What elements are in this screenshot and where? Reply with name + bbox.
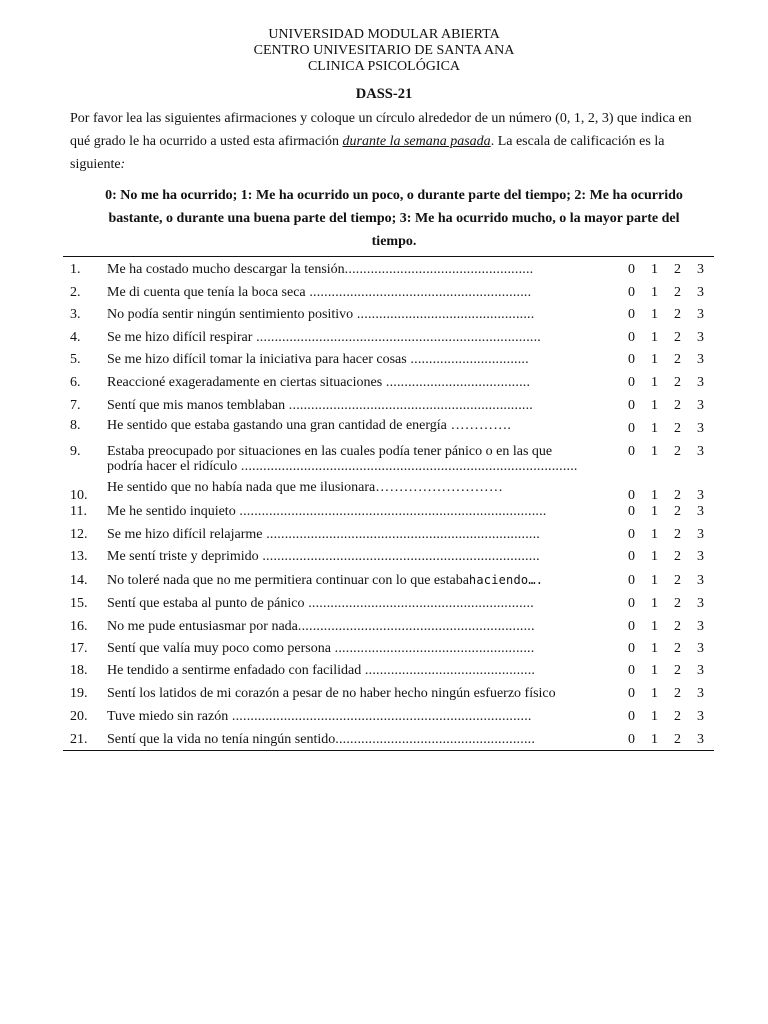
item-leader-dots: ..........................................................................	[262, 527, 540, 542]
item-number: 11.	[70, 504, 87, 519]
instructions-paragraph	[70, 107, 706, 176]
item-statement: He tendido a sentirme enfadado con facilidad	[107, 663, 362, 678]
option-2[interactable]: 2	[674, 596, 681, 611]
item-leader-dots: ..................................................................	[285, 398, 533, 413]
item-statement: Tuve miedo sin razón	[107, 709, 229, 724]
item-text	[107, 709, 587, 724]
option-2[interactable]: 2	[674, 573, 681, 588]
option-3[interactable]: 3	[697, 619, 704, 634]
option-3[interactable]: 3	[697, 732, 704, 747]
option-0[interactable]: 0	[628, 663, 635, 678]
option-3[interactable]: 3	[697, 504, 704, 519]
rating-scale: 0: No me ha ocurrido; 1: Me ha ocurrido un poco, o durante parte del tiempo; 2: Me ha ocurrido bastante, o durante una buena parte del tiempo; 3: Me ha ocurrido mucho, o la mayor parte del tiempo.	[105, 188, 683, 249]
option-1[interactable]: 1	[651, 549, 658, 564]
item-statement: Estaba preocupado por situaciones en las cuales podía tener pánico o en las que podría hacer el ridículo	[107, 444, 553, 474]
item-text	[107, 285, 587, 300]
item-leader-dots: haciendo….	[468, 573, 544, 587]
item-text	[107, 262, 587, 277]
instructions-emphasis: durante la semana pasada	[342, 134, 491, 149]
item-statement: No toleré nada que no me permitiera continuar con lo que estaba	[107, 573, 469, 588]
table-bottom-rule	[63, 750, 714, 751]
option-1[interactable]: 1	[651, 732, 658, 747]
option-2[interactable]: 2	[674, 504, 681, 519]
option-3[interactable]: 3	[697, 573, 704, 588]
item-leader-dots: .................................................................................	[228, 709, 532, 724]
item-statement: Se me hizo difícil tomar la iniciativa para hacer cosas	[107, 352, 407, 367]
option-0[interactable]: 0	[628, 330, 635, 345]
item-number: 8.	[70, 418, 81, 433]
item-statement: Me di cuenta que tenía la boca seca	[107, 285, 306, 300]
item-number: 20.	[70, 709, 88, 724]
option-0[interactable]: 0	[628, 596, 635, 611]
option-0[interactable]: 0	[628, 641, 635, 656]
item-statement: Me ha costado mucho descargar la tensión	[107, 262, 345, 277]
option-0[interactable]: 0	[628, 262, 635, 277]
item-leader-dots: ......................................................	[335, 732, 536, 747]
option-0[interactable]: 0	[628, 709, 635, 724]
option-0[interactable]: 0	[628, 527, 635, 542]
option-0[interactable]: 0	[628, 375, 635, 390]
item-leader-dots: .............................................................	[304, 596, 534, 611]
option-1[interactable]: 1	[651, 330, 658, 345]
option-0[interactable]: 0	[628, 619, 635, 634]
option-1[interactable]: 1	[651, 444, 658, 459]
university-name: UNIVERSIDAD MODULAR ABIERTA	[268, 27, 500, 42]
item-leader-dots: ................................	[406, 352, 529, 367]
option-0[interactable]: 0	[628, 504, 635, 519]
item-leader-dots: ..............................................	[361, 663, 536, 678]
item-statement: Me he sentido inquieto	[107, 504, 236, 519]
option-0[interactable]: 0	[628, 307, 635, 322]
option-1[interactable]: 1	[651, 596, 658, 611]
item-leader-dots: ............................................................	[305, 285, 532, 300]
option-1[interactable]: 1	[651, 375, 658, 390]
item-statement: Se me hizo difícil respirar	[107, 330, 253, 345]
option-3[interactable]: 3	[697, 709, 704, 724]
item-text	[107, 330, 587, 345]
option-3[interactable]: 3	[697, 330, 704, 345]
option-0[interactable]: 0	[628, 398, 635, 413]
item-text	[107, 480, 587, 495]
instructions-text-1: Por favor lea las siguientes afirmaciones y coloque un círculo alrededor de un número (0, 1, 2, 3) que indica en qué grado le ha ocurrido a usted esta afirmación	[70, 111, 692, 149]
item-leader-dots: .......................................	[382, 375, 531, 390]
option-2[interactable]: 2	[674, 641, 681, 656]
item-statement: Sentí que valía muy poco como persona	[107, 641, 331, 656]
item-leader-dots: ………….	[446, 418, 512, 433]
option-1[interactable]: 1	[651, 663, 658, 678]
option-2[interactable]: 2	[674, 527, 681, 542]
option-1[interactable]: 1	[651, 488, 658, 503]
item-text	[107, 596, 587, 611]
option-3[interactable]: 3	[697, 488, 704, 503]
center-name: CENTRO UNIVESITARIO DE SANTA ANA	[253, 43, 515, 58]
item-statement: Sentí que estaba al punto de pánico	[107, 596, 305, 611]
option-3[interactable]: 3	[697, 398, 704, 413]
option-0[interactable]: 0	[628, 549, 635, 564]
item-leader-dots: ...................................................	[344, 262, 534, 277]
option-2[interactable]: 2	[674, 285, 681, 300]
item-text	[107, 444, 587, 474]
document-title: DASS-21	[355, 86, 413, 102]
option-3[interactable]: 3	[697, 262, 704, 277]
item-number: 4.	[70, 330, 81, 345]
option-1[interactable]: 1	[651, 504, 658, 519]
item-number: 10.	[70, 488, 88, 503]
option-3[interactable]: 3	[697, 421, 704, 436]
option-1[interactable]: 1	[651, 527, 658, 542]
item-text	[107, 398, 587, 413]
option-0[interactable]: 0	[628, 573, 635, 588]
item-text	[107, 686, 587, 701]
item-number: 5.	[70, 352, 81, 367]
item-leader-dots: ...........................................................................................	[237, 459, 578, 474]
option-3[interactable]: 3	[697, 375, 704, 390]
item-number: 15.	[70, 596, 88, 611]
option-3[interactable]: 3	[697, 444, 704, 459]
option-2[interactable]: 2	[674, 307, 681, 322]
item-number: 17.	[70, 641, 88, 656]
option-2[interactable]: 2	[674, 686, 681, 701]
institution-header	[0, 27, 768, 75]
item-text	[107, 418, 587, 433]
option-3[interactable]: 3	[697, 641, 704, 656]
item-number: 18.	[70, 663, 88, 678]
item-leader-dots: .............................................................................	[252, 330, 542, 345]
option-2[interactable]: 2	[674, 421, 681, 436]
item-statement: Sentí que mis manos temblaban	[107, 398, 286, 413]
instructions-colon: :	[120, 157, 126, 172]
item-text	[107, 352, 587, 367]
item-statement: Se me hizo difícil relajarme	[107, 527, 263, 542]
item-statement: Me sentí triste y deprimido	[107, 549, 259, 564]
option-0[interactable]: 0	[628, 732, 635, 747]
item-number: 12.	[70, 527, 88, 542]
option-2[interactable]: 2	[674, 488, 681, 503]
item-text	[107, 549, 587, 564]
option-2[interactable]: 2	[674, 619, 681, 634]
option-2[interactable]: 2	[674, 709, 681, 724]
item-number: 16.	[70, 619, 88, 634]
option-1[interactable]: 1	[651, 573, 658, 588]
item-text	[107, 375, 587, 390]
option-3[interactable]: 3	[697, 527, 704, 542]
option-2[interactable]: 2	[674, 375, 681, 390]
item-statement: He sentido que estaba gastando una gran cantidad de energía	[107, 418, 447, 433]
item-statement: Sentí los latidos de mi corazón a pesar de no haber hecho ningún esfuerzo físico	[107, 686, 556, 701]
item-text	[107, 527, 587, 542]
option-0[interactable]: 0	[628, 444, 635, 459]
item-number: 2.	[70, 285, 81, 300]
item-number: 14.	[70, 573, 88, 588]
option-1[interactable]: 1	[651, 641, 658, 656]
item-number: 1.	[70, 262, 81, 277]
option-1[interactable]: 1	[651, 352, 658, 367]
option-1[interactable]: 1	[651, 686, 658, 701]
option-0[interactable]: 0	[628, 421, 635, 436]
item-statement: Sentí que la vida no tenía ningún sentido	[107, 732, 336, 747]
item-text	[107, 732, 587, 747]
item-text	[107, 619, 587, 634]
option-1[interactable]: 1	[651, 398, 658, 413]
option-3[interactable]: 3	[697, 663, 704, 678]
item-text	[107, 307, 587, 322]
option-2[interactable]: 2	[674, 262, 681, 277]
item-leader-dots: ......................................................	[330, 641, 535, 656]
option-2[interactable]: 2	[674, 444, 681, 459]
item-leader-dots: ................................................	[353, 307, 535, 322]
option-2[interactable]: 2	[674, 352, 681, 367]
option-3[interactable]: 3	[697, 596, 704, 611]
item-number: 3.	[70, 307, 81, 322]
item-number: 9.	[70, 444, 81, 459]
option-0[interactable]: 0	[628, 352, 635, 367]
option-1[interactable]: 1	[651, 285, 658, 300]
item-number: 21.	[70, 732, 88, 747]
instructions-text-2: . La escala de calificación es la siguiente	[70, 134, 665, 172]
option-1[interactable]: 1	[651, 262, 658, 277]
item-leader-dots: ................................................................	[297, 619, 535, 634]
option-3[interactable]: 3	[697, 285, 704, 300]
option-3[interactable]: 3	[697, 549, 704, 564]
option-3[interactable]: 3	[697, 307, 704, 322]
item-number: 19.	[70, 686, 88, 701]
table-top-rule	[63, 256, 714, 257]
item-statement: No me pude entusiasmar por nada	[107, 619, 298, 634]
option-2[interactable]: 2	[674, 330, 681, 345]
option-0[interactable]: 0	[628, 686, 635, 701]
option-0[interactable]: 0	[628, 488, 635, 503]
option-1[interactable]: 1	[651, 619, 658, 634]
item-number: 7.	[70, 398, 81, 413]
item-statement: No podía sentir ningún sentimiento positivo	[107, 307, 354, 322]
option-1[interactable]: 1	[651, 421, 658, 436]
item-statement: He sentido que no había nada que me ilusionara	[107, 480, 376, 495]
item-leader-dots: ...........................................................................	[258, 549, 540, 564]
option-1[interactable]: 1	[651, 307, 658, 322]
option-2[interactable]: 2	[674, 663, 681, 678]
item-number: 13.	[70, 549, 88, 564]
option-2[interactable]: 2	[674, 732, 681, 747]
option-2[interactable]: 2	[674, 549, 681, 564]
item-text	[107, 573, 587, 588]
option-1[interactable]: 1	[651, 709, 658, 724]
item-number: 6.	[70, 375, 81, 390]
clinic-name: CLINICA PSICOLÓGICA	[307, 59, 461, 74]
item-leader-dots: ...................................................................................	[235, 504, 547, 519]
item-leader-dots: ………………………	[375, 480, 504, 495]
item-text	[107, 663, 587, 678]
item-statement: Reaccioné exageradamente en ciertas situaciones	[107, 375, 383, 390]
option-2[interactable]: 2	[674, 398, 681, 413]
item-text	[107, 504, 587, 519]
item-text	[107, 641, 587, 656]
option-3[interactable]: 3	[697, 352, 704, 367]
option-0[interactable]: 0	[628, 285, 635, 300]
option-3[interactable]: 3	[697, 686, 704, 701]
